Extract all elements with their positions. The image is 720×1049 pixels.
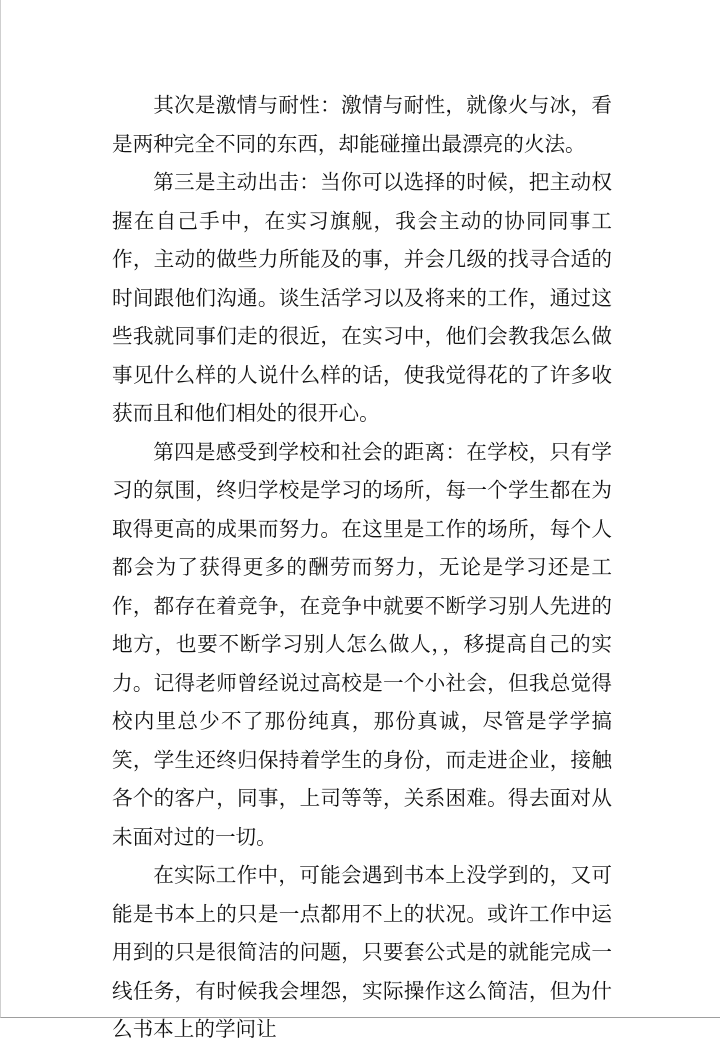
paragraph-passion-patience: 其次是激情与耐性：激情与耐性，就像火与冰，看是两种完全不同的东西，却能碰撞出最漂亮的火法。 xyxy=(112,93,612,156)
document-body xyxy=(112,86,612,1049)
paragraph-take-initiative: 第三是主动出击：当你可以选择的时候，把主动权握在自己手中，在实习旗舰，我会主动的协同同事工作，主动的做些力所能及的事，并会几级的找寻合适的时间跟他们沟通。谈生活学习以及将来的工作，通过这些我就同事们走的很近，在实习中，他们会教我怎么做事见什么样的人说什么样的话，使我觉得花的了许多收获而且和他们相处的很开心。 xyxy=(112,170,612,425)
paragraph-school-society-gap: 第四是感受到学校和社会的距离：在学校，只有学习的氛围，终归学校是学习的场所，每一个学生都在为取得更高的成果而努力。在这里是工作的场所，每个人都会为了获得更多的酬劳而努力，无论是学习还是工作，都存在着竞争，在竞争中就要不断学习别人先进的地方，也要不断学习别人怎么做人，，移提高自己的实力。记得老师曾经说过高校是一个小社会，但我总觉得校内里总少不了那份纯真，那份真诚，尽管是学学搞笑，学生还终归保持着学生的身份，而走进企业，接触各个的客户，同事，上司等等，关系困难。得去面对从未面对过的一切。 xyxy=(112,439,612,849)
paragraph-practical-work: 在实际工作中，可能会遇到书本上没学到的，又可能是书本上的只是一点都用不上的状况。或许工作中运用到的只是很简洁的问题，只要套公式是的就能完成一线任务，有时候我会埋怨，实际操作这么简洁，但为什么书本上的学问让 xyxy=(112,863,612,1041)
